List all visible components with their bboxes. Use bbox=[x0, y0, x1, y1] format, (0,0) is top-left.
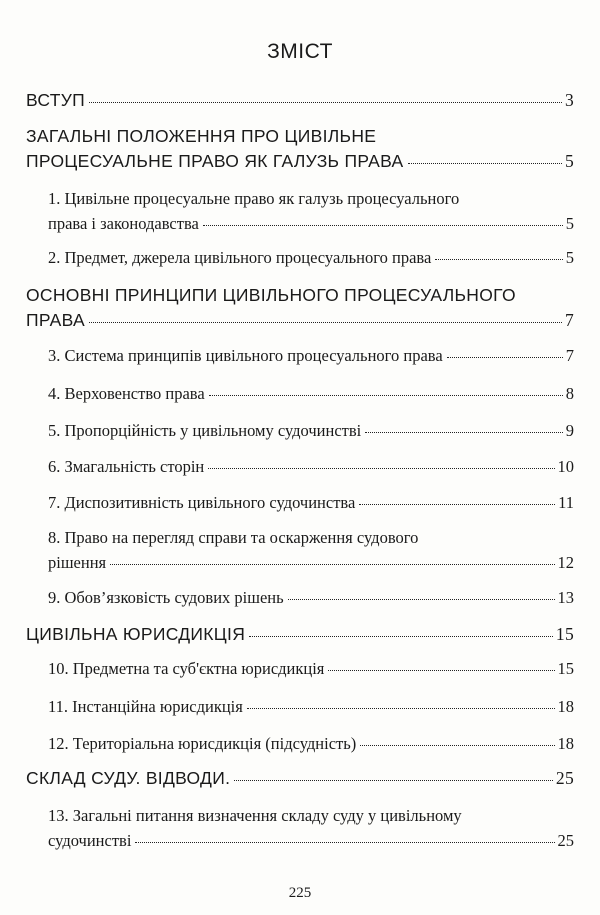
toc-entry-text-cont: рішення bbox=[48, 553, 107, 572]
dot-leader bbox=[209, 395, 563, 396]
toc-entry-text-cont: права і законодавства bbox=[48, 214, 199, 233]
toc-entry-text: ЦИВІЛЬНА ЮРИСДИКЦІЯ bbox=[26, 624, 246, 644]
toc-entry-text: 10. Предметна та суб'єктна юрисдикція bbox=[48, 659, 325, 678]
toc-page-number: 25 bbox=[555, 768, 574, 788]
dot-leader bbox=[447, 357, 563, 358]
toc-entry-text: 5. Пропорційність у цивільному судочинстві bbox=[48, 421, 362, 440]
toc-entry-8[interactable] bbox=[48, 525, 574, 575]
toc-entry-text: 8. Право на перегляд справи та оскарження судового bbox=[48, 528, 419, 547]
dot-leader bbox=[359, 504, 555, 505]
toc-entry-13[interactable] bbox=[48, 803, 574, 853]
toc-entry-intro[interactable] bbox=[26, 88, 574, 113]
dot-leader bbox=[208, 468, 554, 469]
page-title: ЗМІСТ bbox=[267, 40, 333, 63]
toc-page-number: 18 bbox=[557, 734, 574, 753]
dot-leader bbox=[135, 842, 554, 843]
toc-entry-general-provisions[interactable] bbox=[26, 124, 574, 174]
toc-entry-6[interactable] bbox=[48, 454, 574, 479]
dot-leader bbox=[435, 259, 562, 260]
toc-page-number: 11 bbox=[558, 493, 574, 512]
toc-entry-text: 9. Обов’язковість судових рішень bbox=[48, 588, 284, 607]
toc-entry-text: 2. Предмет, джерела цивільного процесуального права bbox=[48, 248, 432, 267]
toc-page-number: 7 bbox=[565, 346, 574, 365]
toc-page-number: 18 bbox=[557, 697, 574, 716]
toc-page-number: 12 bbox=[557, 553, 574, 572]
toc-page-number: 5 bbox=[565, 214, 574, 233]
toc-entry-text: 12. Територіальна юрисдикція (підсудність) bbox=[48, 734, 357, 753]
toc-entry-4[interactable] bbox=[48, 381, 574, 406]
toc-page-number: 10 bbox=[557, 457, 574, 476]
toc-entry-text: 7. Диспозитивність цивільного судочинства bbox=[48, 493, 356, 512]
page-number: 225 bbox=[288, 885, 312, 901]
toc-page-number: 5 bbox=[565, 248, 574, 267]
toc-entry-2[interactable] bbox=[48, 245, 574, 270]
toc-entry-basic-principles[interactable] bbox=[26, 283, 574, 333]
dot-leader bbox=[408, 163, 562, 164]
toc-entry-text: 1. Цивільне процесуальне право як галузь процесуального bbox=[48, 189, 460, 208]
toc-entry-7[interactable] bbox=[48, 490, 574, 515]
toc-entry-text: СКЛАД СУДУ. ВІДВОДИ. bbox=[26, 768, 231, 788]
toc-entry-12[interactable] bbox=[48, 731, 574, 756]
toc-page-number: 15 bbox=[557, 659, 574, 678]
dot-leader bbox=[365, 432, 563, 433]
toc-entry-text-cont: ПРАВА bbox=[26, 310, 86, 330]
dot-leader bbox=[89, 102, 562, 103]
toc-entry-text: 13. Загальні питання визначення складу суду у цивільному bbox=[48, 806, 462, 825]
toc-entry-civil-jurisdiction[interactable] bbox=[26, 622, 574, 647]
dot-leader bbox=[89, 322, 562, 323]
toc-page-number: 8 bbox=[565, 384, 574, 403]
toc-page-number: 7 bbox=[564, 310, 574, 330]
toc-entry-5[interactable] bbox=[48, 418, 574, 443]
dot-leader bbox=[249, 636, 553, 637]
toc-page-number: 9 bbox=[565, 421, 574, 440]
toc-page-number: 13 bbox=[557, 588, 574, 607]
toc-entry-text-cont: судочинстві bbox=[48, 831, 132, 850]
toc-entry-text-cont: ПРОЦЕСУАЛЬНЕ ПРАВО ЯК ГАЛУЗЬ ПРАВА bbox=[26, 151, 404, 171]
toc-entry-11[interactable] bbox=[48, 694, 574, 719]
toc-page-number: 25 bbox=[557, 831, 574, 850]
toc-entry-text: 11. Інстанційна юрисдикція bbox=[48, 697, 243, 716]
toc-entry-text: ОСНОВНІ ПРИНЦИПИ ЦИВІЛЬНОГО ПРОЦЕСУАЛЬНОГО bbox=[26, 285, 516, 305]
toc-entry-text: 4. Верховенство права bbox=[48, 384, 205, 403]
toc-page-number: 15 bbox=[555, 624, 574, 644]
dot-leader bbox=[234, 780, 553, 781]
dot-leader bbox=[110, 564, 554, 565]
dot-leader bbox=[328, 670, 554, 671]
dot-leader bbox=[288, 599, 555, 600]
dot-leader bbox=[203, 225, 563, 226]
toc-entry-text: ВСТУП bbox=[26, 90, 86, 110]
toc-page-number: 3 bbox=[564, 90, 574, 110]
toc-entry-text: 6. Змагальність сторін bbox=[48, 457, 205, 476]
dot-leader bbox=[247, 708, 555, 709]
dot-leader bbox=[360, 745, 554, 746]
toc-entry-text: 3. Система принципів цивільного процесуального права bbox=[48, 346, 443, 365]
toc-entry-court-composition[interactable] bbox=[26, 766, 574, 791]
toc-page-number: 5 bbox=[564, 151, 574, 171]
toc-entry-text: ЗАГАЛЬНІ ПОЛОЖЕННЯ ПРО ЦИВІЛЬНЕ bbox=[26, 126, 377, 146]
toc-entry-10[interactable] bbox=[48, 656, 574, 681]
toc-entry-1[interactable] bbox=[48, 186, 574, 236]
toc-entry-9[interactable] bbox=[48, 585, 574, 610]
toc-entry-3[interactable] bbox=[48, 343, 574, 368]
